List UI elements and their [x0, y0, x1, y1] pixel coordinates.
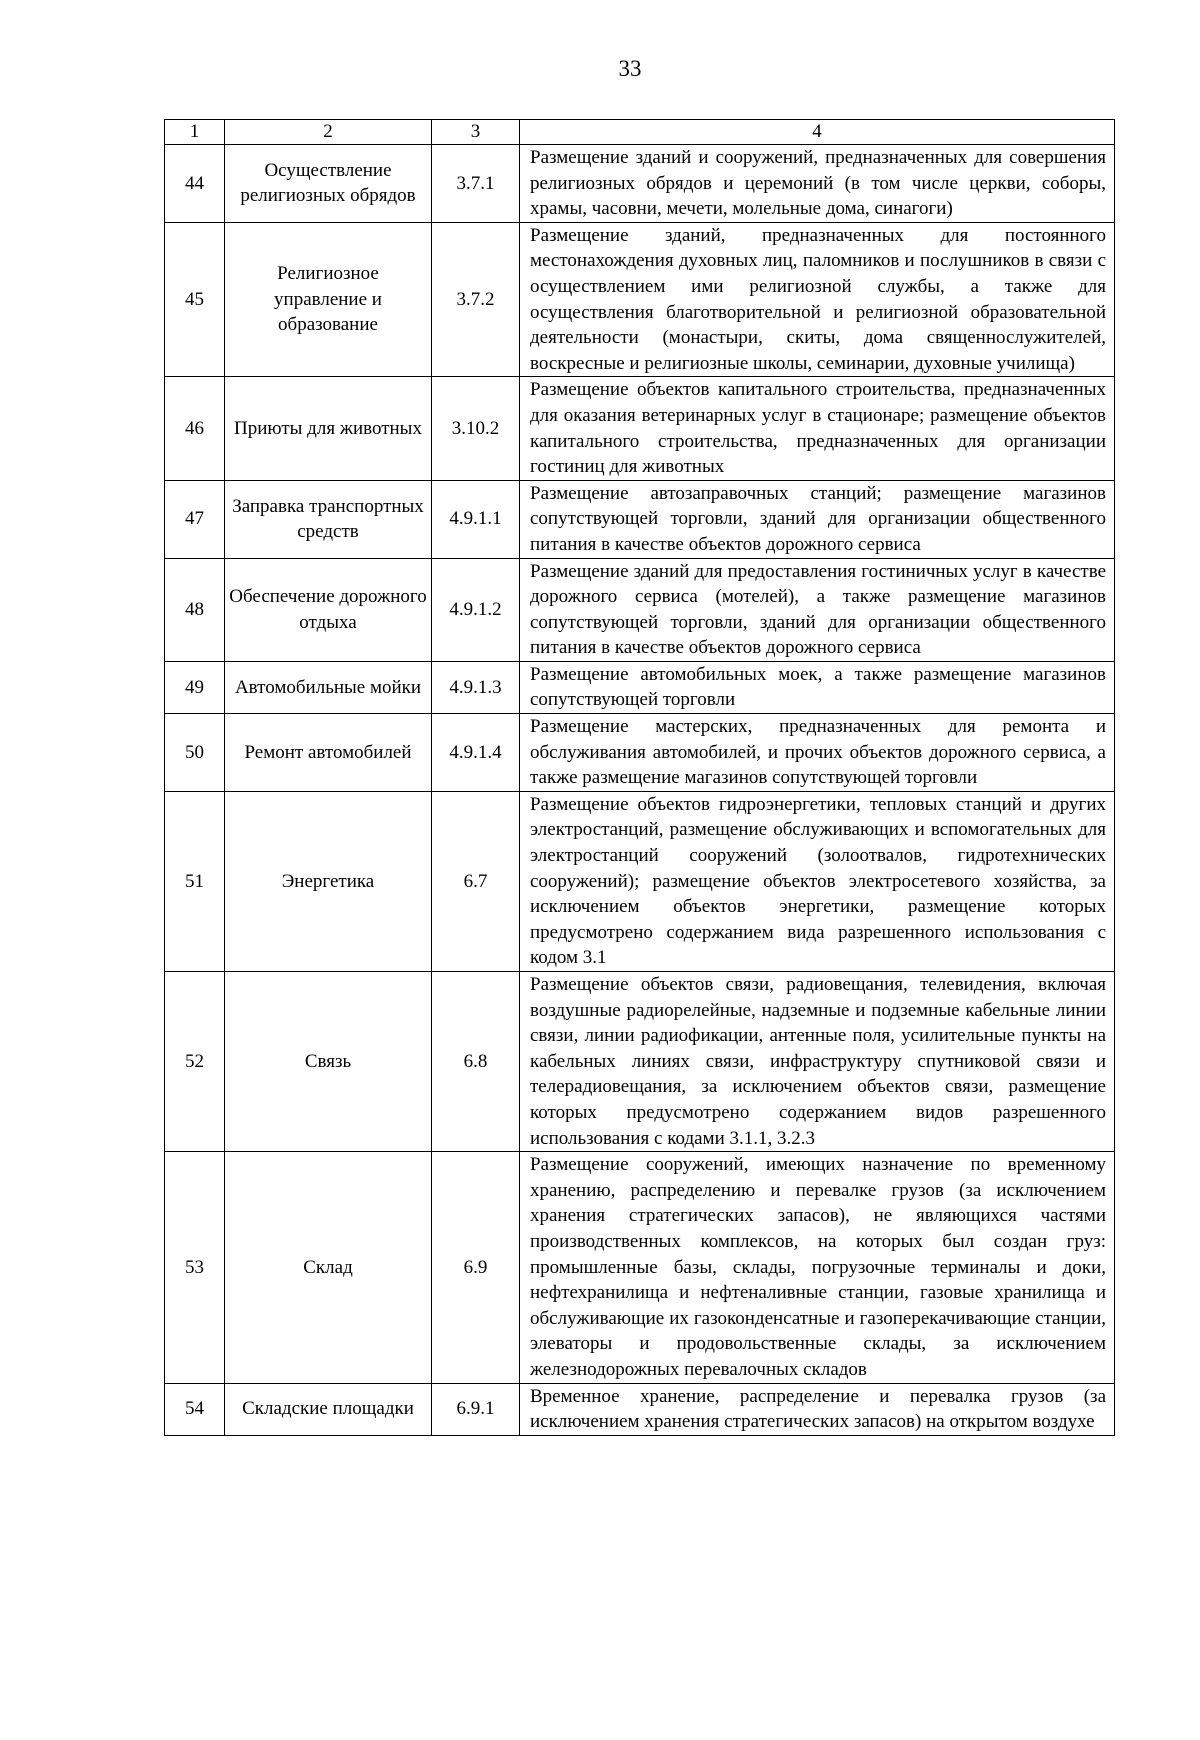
- use-type-name: Религиозное управление и образование: [225, 222, 432, 377]
- use-type-code: 4.9.1.2: [432, 558, 520, 661]
- use-type-code: 3.7.1: [432, 145, 520, 223]
- row-number: 53: [165, 1152, 225, 1383]
- column-header: 3: [432, 120, 520, 145]
- row-number: 49: [165, 661, 225, 713]
- use-type-description: Размещение сооружений, имеющих назначение по временному хранению, распределению и перевалке грузов (за исключением хранения стратегических запасов), не являющихся частями производственных комплексов, на которых был создан груз: промышленные базы, склады, погрузочные терминалы и доки, нефтехранилища и нефтеналивные станции, газовые хранилища и обслуживающие их газоконденсатные и газоперекачивающие станции, элеваторы и продовольственные склады, за исключением железнодорожных перевалочных складов: [520, 1152, 1115, 1383]
- row-number: 47: [165, 480, 225, 558]
- row-number: 52: [165, 972, 225, 1152]
- row-number: 48: [165, 558, 225, 661]
- table-header-row: [165, 120, 1115, 145]
- column-header: 1: [165, 120, 225, 145]
- table-row: [165, 1152, 1115, 1383]
- table-row: [165, 377, 1115, 480]
- use-type-code: 3.7.2: [432, 222, 520, 377]
- use-type-description: Размещение объектов связи, радиовещания, телевидения, включая воздушные радиорелейные, надземные и подземные кабельные линии связи, линии радиофикации, антенные поля, усилительные пункты на кабельных линиях связи, инфраструктуру спутниковой связи и телерадиовещания, за исключением объектов связи, размещение которых предусмотрено содержанием видов разрешенного использования с кодами 3.1.1, 3.2.3: [520, 972, 1115, 1152]
- use-type-description: Размещение объектов гидроэнергетики, тепловых станций и других электростанций, размещение обслуживающих и вспомогательных для электростанций сооружений (золоотвалов, гидротехнических сооружений); размещение объектов электросетевого хозяйства, за исключением объектов энергетики, размещение которых предусмотрено содержанием вида разрешенного использования с кодом 3.1: [520, 791, 1115, 971]
- page-number: 33: [618, 56, 642, 81]
- table-row: [165, 972, 1115, 1152]
- table-row: [165, 661, 1115, 713]
- use-type-code: 6.7: [432, 791, 520, 971]
- use-type-name: Приюты для животных: [225, 377, 432, 480]
- row-number: 46: [165, 377, 225, 480]
- use-type-name: Обеспечение дорожного отдыха: [225, 558, 432, 661]
- table-row: [165, 791, 1115, 971]
- use-type-description: Размещение зданий для предоставления гостиничных услуг в качестве дорожного сервиса (мотелей), а также размещение магазинов сопутствующей торговли, зданий для организации общественного питания в качестве объектов дорожного сервиса: [520, 558, 1115, 661]
- use-type-name: Связь: [225, 972, 432, 1152]
- use-type-name: Энергетика: [225, 791, 432, 971]
- use-type-description: Размещение автомобильных моек, а также размещение магазинов сопутствующей торговли: [520, 661, 1115, 713]
- use-type-name: Склад: [225, 1152, 432, 1383]
- use-type-description: Размещение мастерских, предназначенных для ремонта и обслуживания автомобилей, и прочих объектов дорожного сервиса, а также размещение магазинов сопутствующей торговли: [520, 714, 1115, 792]
- use-type-description: Размещение зданий и сооружений, предназначенных для совершения религиозных обрядов и церемоний (в том числе церкви, соборы, храмы, часовни, мечети, молельные дома, синагоги): [520, 145, 1115, 223]
- table-row: [165, 145, 1115, 223]
- use-type-description: Размещение объектов капитального строительства, предназначенных для оказания ветеринарных услуг в стационаре; размещение объектов капитального строительства, предназначенных для организации гостиниц для животных: [520, 377, 1115, 480]
- use-type-code: 6.9.1: [432, 1383, 520, 1435]
- use-type-name: Заправка транспортных средств: [225, 480, 432, 558]
- use-type-code: 6.8: [432, 972, 520, 1152]
- use-type-code: 6.9: [432, 1152, 520, 1383]
- table-row: [165, 1383, 1115, 1435]
- column-header: 4: [520, 120, 1115, 145]
- use-type-code: 4.9.1.1: [432, 480, 520, 558]
- use-type-name: Ремонт автомобилей: [225, 714, 432, 792]
- land-use-table: [164, 119, 1115, 1436]
- table-row: [165, 480, 1115, 558]
- row-number: 50: [165, 714, 225, 792]
- use-type-description: Временное хранение, распределение и перевалка грузов (за исключением хранения стратегических запасов) на открытом воздухе: [520, 1383, 1115, 1435]
- use-type-name: Осуществление религиозных обрядов: [225, 145, 432, 223]
- table-row: [165, 222, 1115, 377]
- table-row: [165, 558, 1115, 661]
- row-number: 45: [165, 222, 225, 377]
- row-number: 54: [165, 1383, 225, 1435]
- column-header: 2: [225, 120, 432, 145]
- use-type-name: Автомобильные мойки: [225, 661, 432, 713]
- use-type-code: 3.10.2: [432, 377, 520, 480]
- table-row: [165, 714, 1115, 792]
- use-type-description: Размещение зданий, предназначенных для постоянного местонахождения духовных лиц, паломников и послушников в связи с осуществлением ими религиозной службы, а также для осуществления благотворительной и религиозной образовательной деятельности (монастыри, скиты, дома священнослужителей, воскресные и религиозные школы, семинарии, духовные училища): [520, 222, 1115, 377]
- use-type-name: Складские площадки: [225, 1383, 432, 1435]
- row-number: 44: [165, 145, 225, 223]
- row-number: 51: [165, 791, 225, 971]
- use-type-description: Размещение автозаправочных станций; размещение магазинов сопутствующей торговли, зданий для организации общественного питания в качестве объектов дорожного сервиса: [520, 480, 1115, 558]
- use-type-code: 4.9.1.3: [432, 661, 520, 713]
- use-type-code: 4.9.1.4: [432, 714, 520, 792]
